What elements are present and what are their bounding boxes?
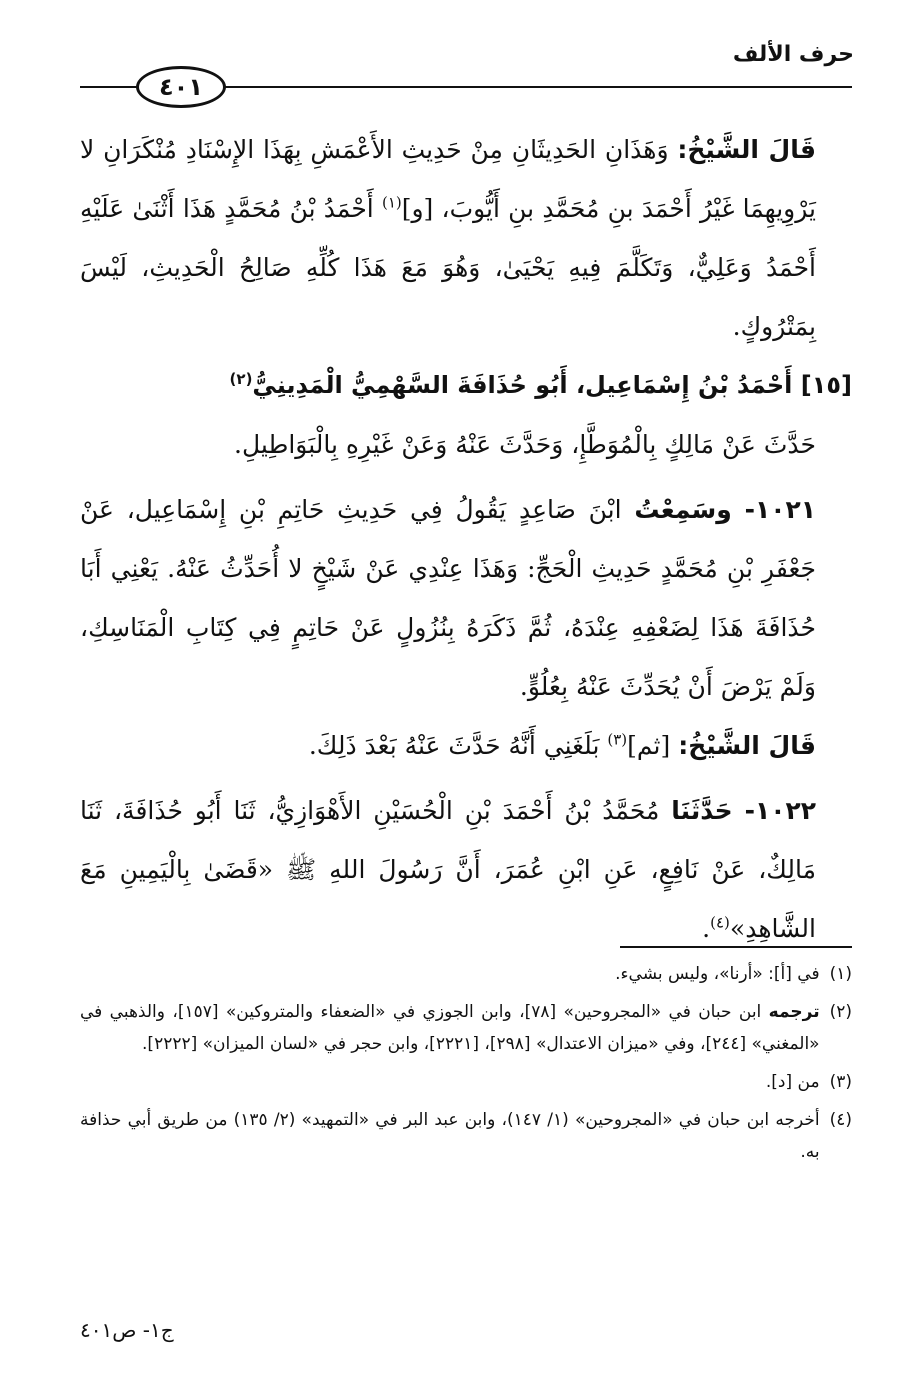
paragraph-text: حَدَّثَ عَنْ مَالِكٍ بِالْمُوَطَّإِ، وَحَدَّثَ عَنْهُ وَعَنْ غَيْرِهِ بِالْبَوَاطِيلِ. <box>234 430 816 459</box>
footnote-ref-4[interactable]: (٤) <box>710 913 730 932</box>
footnote-item <box>80 1104 852 1168</box>
entry-heading-text: [١٥] أَحْمَدُ بْنُ إِسْمَاعِيل، أَبُو حُذَافَةَ السَّهْمِيُّ الْمَدِينِيُّ <box>252 371 852 399</box>
main-text <box>80 120 852 958</box>
footnote-number: (٤) <box>829 1110 852 1130</box>
footnote-item <box>80 996 852 1060</box>
footnotes <box>80 958 852 1174</box>
footnote-text: في [أ]: «أرنا»، وليس بشيء. <box>615 964 820 984</box>
footnote-ref-1[interactable]: (١) <box>381 193 402 212</box>
footnote-number: (١) <box>829 964 852 984</box>
paragraph-line-wrapper <box>80 480 852 716</box>
footnote-text-wrapper <box>80 996 820 1060</box>
footnote-item <box>80 1066 852 1098</box>
paragraph-entry-description <box>80 415 852 474</box>
paragraph-line-wrapper <box>80 716 852 775</box>
report-lead: حَدَّثَنَا <box>671 796 733 825</box>
paragraph-text: بَلَغَنِي أَنَّهُ حَدَّثَ عَنْهُ بَعْدَ ذَلِكَ. <box>308 731 608 760</box>
footnote-separator <box>620 946 852 948</box>
running-header-title: حرف الألف <box>732 42 854 67</box>
footnote-text: أخرجه ابن حبان في «المجروحين» (١/ ١٤٧)، وابن عبد البر في «التمهيد» (٢/ ١٣٥) من طريق أبي حذافة به. <box>80 1110 820 1162</box>
footnote-ref-3[interactable]: (٣) <box>607 730 628 749</box>
entry-heading <box>80 356 852 415</box>
paragraph-line-wrapper <box>80 120 852 356</box>
report-number: ١٠٢١- <box>744 495 816 524</box>
shaykh-label: قَالَ الشَّيْخُ: <box>677 135 816 164</box>
report-lead: وسَمِعْتُ <box>634 495 732 524</box>
paragraph-text: مُحَمَّدُ بْنُ أَحْمَدَ بْنِ الْحُسَيْنِ الأَهْوَازِيُّ، ثَنَا أَبُو حُذَافَةَ، ثَنَا مَالِكٌ، عَنْ نَافِعٍ، عَنِ ابْنِ عُمَرَ، أَنَّ رَسُولَ اللهِ ﷺ «قَضَىٰ بِالْيَمِينِ مَعَ الشَّاهِدِ» <box>80 796 816 943</box>
page-number-badge: ٤٠١ <box>136 66 226 108</box>
paragraph-report-1021 <box>80 480 852 716</box>
paragraph-end: . <box>702 914 711 943</box>
paragraph-line-wrapper <box>80 781 852 958</box>
shaykh-label: قَالَ الشَّيْخُ: <box>678 731 816 760</box>
paragraph-text: وَهَذَانِ الحَدِيثَانِ مِنْ حَدِيثِ الأَعْمَشِ بِهَذَا الإِسْنَادِ مُنْكَرَانِ لا يَرْوِيهِمَا غَيْرُ أَحْمَدَ بنِ مُحَمَّدِ بنِ أَيُّوبَ، [و] <box>80 135 816 223</box>
footnote-text: من [د]. <box>765 1072 820 1092</box>
paragraph-text: [ثم] <box>627 731 679 760</box>
footnote-lead: ترجمه <box>768 1002 820 1022</box>
footnote-item <box>80 958 852 990</box>
footnote-text: ابن حبان في «المجروحين» [٧٨]، وابن الجوزي في «الضعفاء والمتروكين» [١٥٧]، والذهبي في «المغني» [٢٤٤]، وفي «ميزان الاعتدال» [٢٩٨]، [٢٢٢١]، وابن حجر في «لسان الميزان» [٢٢٢٢]. <box>80 1002 820 1054</box>
paragraph-report-1022 <box>80 781 852 958</box>
report-number: ١٠٢٢- <box>744 796 816 825</box>
paragraph-shaykh-comment-2 <box>80 716 852 775</box>
paragraph-shaykh-comment <box>80 120 852 356</box>
footnote-number: (٣) <box>829 1072 852 1092</box>
paragraph-text: ابْنَ صَاعِدٍ يَقُولُ فِي حَدِيثِ حَاتِمِ بْنِ إِسْمَاعِيل، عَنْ جَعْفَرِ بْنِ مُحَمَّدٍ حَدِيثِ الْحَجِّ: وَهَذَا عِنْدِي عَنْ شَيْخٍ لا أُحَدِّثُ عَنْهُ. يَعْنِي أَبَا حُذَافَةَ هَذَا لِضَعْفِهِ عِنْدَهُ، ثُمَّ ذَكَرَهُ بِنُزُولٍ عَنْ حَاتِمٍ فِي كِتَابِ الْمَنَاسِكِ، وَلَمْ يَرْضَ أَنْ يُحَدِّثَ عَنْهُ بِعُلُوٍّ. <box>80 495 816 701</box>
footnote-number: (٢) <box>829 1002 852 1022</box>
paragraph-text: أَحْمَدُ بْنُ مُحَمَّدٍ هَذَا أَثْنَىٰ عَلَيْهِ أَحْمَدُ وَعَلِيٌّ، وَتَكَلَّمَ فِيهِ يَحْيَىٰ، وَهُوَ مَعَ هَذَا كُلِّهِ صَالِحُ الْحَدِيثِ، لَيْسَ بِمَتْرُوكٍ. <box>80 194 816 341</box>
footnote-ref-2[interactable]: (٢) <box>229 370 253 388</box>
volume-page-reference: ج١- ص٤٠١ <box>80 1318 174 1342</box>
